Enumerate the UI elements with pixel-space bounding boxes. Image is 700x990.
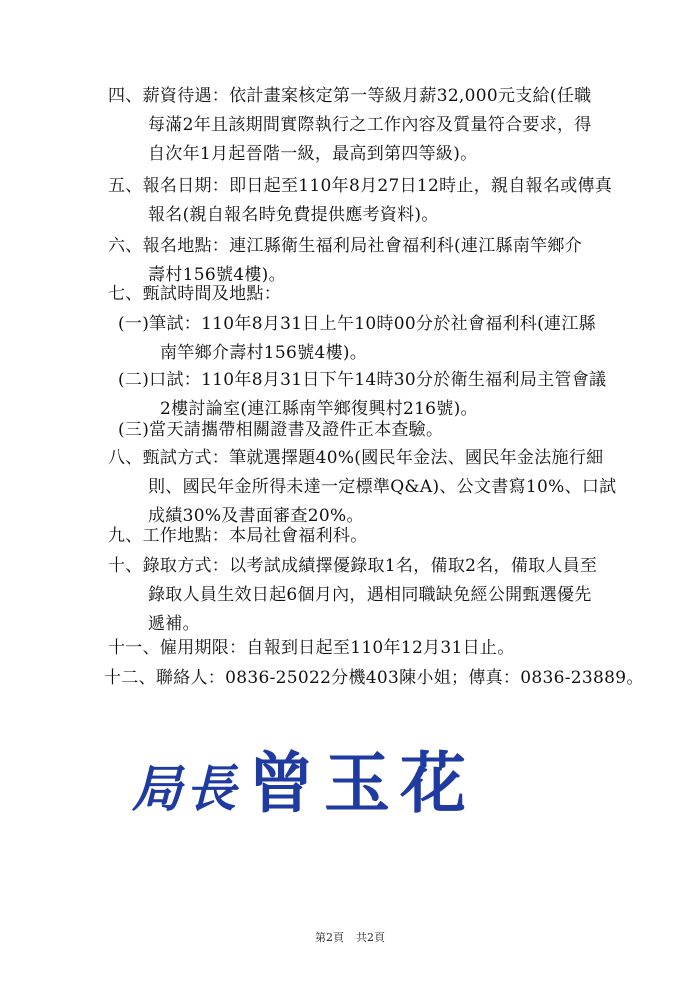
- section-7-3-documents: (三)當天請攜帶相關證書及證件正本查驗。: [118, 420, 444, 440]
- section-7-exam-time-place: 七、甄試時間及地點：: [108, 284, 281, 304]
- signature-name: 曾玉花: [248, 744, 476, 822]
- director-signature: [132, 730, 476, 825]
- signature-title: 局長: [132, 759, 240, 818]
- section-8-exam-method: 八、甄試方式：筆就選擇題40%(國民年金法、國民年金法施行細 則、國民年金所得未達一定標準Q&A)、公文書寫10%、口試 成績30%及書面審查20%。: [108, 448, 617, 526]
- section-4-salary: 四、薪資待遇：依計畫案核定第一等級月薪32,000元支給(任職 每滿2年且該期間實際執行之工作內容及質量符合要求，得 自次年1月起晉階一級，最高到第四等級)。: [108, 86, 592, 164]
- section-9-work-location: 九、工作地點：本局社會福利科。: [108, 526, 368, 546]
- section-12-contact: 十二、聯絡人：0836-25022分機403陳小姐；傳真：0836-23889。: [104, 668, 644, 688]
- section-5-registration-date: 五、報名日期：即日起至110年8月27日12時止，親自報名或傳真 報名(親自報名時免費提供應考資料)。: [108, 176, 613, 225]
- section-7-1-written-test: (一)筆試：110年8月31日上午10時00分於社會福利科(連江縣 南竿鄉介壽村156號4樓)。: [118, 314, 596, 363]
- page-footer: [0, 929, 700, 945]
- section-10-admission: 十、錄取方式：以考試成績擇優錄取1名，備取2名，備取人員至 錄取人員生效日起6個月內，遇相同職缺免經公開甄選優先 遞補。: [108, 556, 598, 634]
- section-6-registration-location: 六、報名地點：連江縣衛生福利局社會福利科(連江縣南竿鄉介 壽村156號4樓)。: [108, 236, 583, 285]
- section-11-employment-period: 十一、僱用期限：自報到日起至110年12月31日止。: [108, 638, 515, 658]
- page-total: 共2頁: [356, 931, 385, 944]
- page-number: 第2頁: [315, 931, 344, 944]
- section-7-2-oral-test: (二)口試：110年8月31日下午14時30分於衛生福利局主管會議 2樓討論室(連江縣南竿鄉復興村216號)。: [118, 370, 607, 419]
